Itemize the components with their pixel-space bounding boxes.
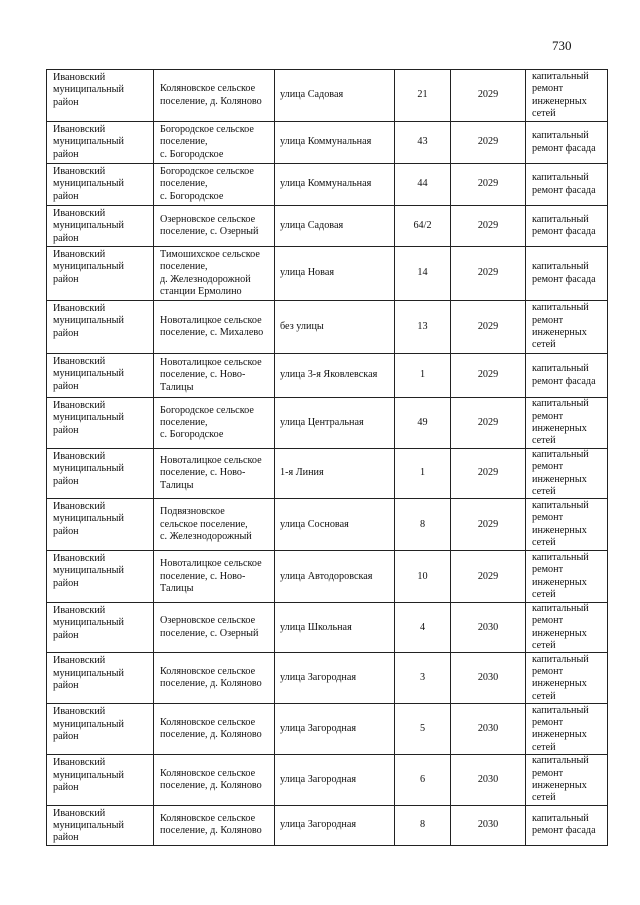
work-type-cell: капитальный ремонт фасада [526, 354, 608, 398]
district-cell: Ивановский муниципальный район [47, 164, 154, 206]
district-cell: Ивановский муниципальный район [47, 354, 154, 398]
settlement-cell: Тимошихское сельское поселение, д. Железнодорожной станции Ермолино [154, 247, 275, 301]
work-type-cell: капитальный ремонт фасада [526, 164, 608, 206]
house-number-cell: 21 [395, 70, 451, 122]
table-row [47, 164, 608, 206]
district-cell: Ивановский муниципальный район [47, 206, 154, 247]
street-cell: улица Загородная [275, 755, 395, 805]
street-cell: улица 3-я Яковлевская [275, 354, 395, 398]
district-cell: Ивановский муниципальный район [47, 603, 154, 653]
district-cell: Ивановский муниципальный район [47, 449, 154, 499]
street-cell: улица Коммунальная [275, 122, 395, 164]
house-number-cell: 64/2 [395, 206, 451, 247]
district-cell: Ивановский муниципальный район [47, 70, 154, 122]
street-cell: 1-я Линия [275, 449, 395, 499]
work-type-cell: капитальный ремонт инженерных сетей [526, 603, 608, 653]
settlement-cell: Подвязновское сельское поселение, с. Железнодорожный [154, 499, 275, 551]
table-row [47, 301, 608, 354]
district-cell: Ивановский муниципальный район [47, 398, 154, 449]
table-row [47, 122, 608, 164]
year-cell: 2030 [451, 653, 526, 704]
year-cell: 2029 [451, 206, 526, 247]
house-number-cell: 1 [395, 354, 451, 398]
district-cell: Ивановский муниципальный район [47, 499, 154, 551]
table-row [47, 398, 608, 449]
street-cell: улица Новая [275, 247, 395, 301]
house-number-cell: 13 [395, 301, 451, 354]
table-row [47, 653, 608, 704]
house-number-cell: 5 [395, 704, 451, 755]
settlement-cell: Коляновское сельское поселение, д. Коляново [154, 755, 275, 805]
street-cell: улица Загородная [275, 704, 395, 755]
house-number-cell: 8 [395, 499, 451, 551]
table-row [47, 247, 608, 301]
table-row [47, 805, 608, 845]
work-type-cell: капитальный ремонт инженерных сетей [526, 653, 608, 704]
street-cell: улица Сосновая [275, 499, 395, 551]
table-row [47, 499, 608, 551]
street-cell: улица Коммунальная [275, 164, 395, 206]
work-type-cell: капитальный ремонт инженерных сетей [526, 70, 608, 122]
work-type-cell: капитальный ремонт инженерных сетей [526, 398, 608, 449]
settlement-cell: Озерновское сельское поселение, с. Озерный [154, 206, 275, 247]
work-type-cell: капитальный ремонт фасада [526, 805, 608, 845]
year-cell: 2030 [451, 805, 526, 845]
table-row [47, 449, 608, 499]
house-number-cell: 43 [395, 122, 451, 164]
year-cell: 2029 [451, 398, 526, 449]
year-cell: 2029 [451, 449, 526, 499]
street-cell: улица Садовая [275, 70, 395, 122]
settlement-cell: Новоталицкое сельское поселение, с. Ново- Талицы [154, 551, 275, 603]
district-cell: Ивановский муниципальный район [47, 122, 154, 164]
housing-repair-table [46, 69, 608, 846]
house-number-cell: 4 [395, 603, 451, 653]
table-row [47, 70, 608, 122]
work-type-cell: капитальный ремонт фасада [526, 122, 608, 164]
settlement-cell: Новоталицкое сельское поселение, с. Ново- Талицы [154, 449, 275, 499]
table-row [47, 603, 608, 653]
settlement-cell: Новоталицкое сельское поселение, с. Михалево [154, 301, 275, 354]
work-type-cell: капитальный ремонт инженерных сетей [526, 449, 608, 499]
house-number-cell: 44 [395, 164, 451, 206]
district-cell: Ивановский муниципальный район [47, 755, 154, 805]
page-number: 730 [552, 38, 572, 53]
table-body [47, 70, 608, 846]
street-cell: улица Центральная [275, 398, 395, 449]
district-cell: Ивановский муниципальный район [47, 247, 154, 301]
settlement-cell: Коляновское сельское поселение, д. Коляново [154, 805, 275, 845]
year-cell: 2029 [451, 354, 526, 398]
house-number-cell: 6 [395, 755, 451, 805]
work-type-cell: капитальный ремонт инженерных сетей [526, 499, 608, 551]
year-cell: 2030 [451, 603, 526, 653]
house-number-cell: 10 [395, 551, 451, 603]
year-cell: 2029 [451, 301, 526, 354]
table-row [47, 551, 608, 603]
street-cell: улица Загородная [275, 653, 395, 704]
house-number-cell: 8 [395, 805, 451, 845]
year-cell: 2030 [451, 755, 526, 805]
settlement-cell: Новоталицкое сельское поселение, с. Ново- Талицы [154, 354, 275, 398]
street-cell: улица Автодоровская [275, 551, 395, 603]
table-row [47, 755, 608, 805]
table-row [47, 354, 608, 398]
house-number-cell: 1 [395, 449, 451, 499]
year-cell: 2029 [451, 247, 526, 301]
district-cell: Ивановский муниципальный район [47, 704, 154, 755]
settlement-cell: Озерновское сельское поселение, с. Озерный [154, 603, 275, 653]
year-cell: 2029 [451, 122, 526, 164]
street-cell: улица Школьная [275, 603, 395, 653]
year-cell: 2030 [451, 704, 526, 755]
settlement-cell: Коляновское сельское поселение, д. Коляново [154, 653, 275, 704]
settlement-cell: Богородское сельское поселение, с. Богородское [154, 122, 275, 164]
district-cell: Ивановский муниципальный район [47, 301, 154, 354]
district-cell: Ивановский муниципальный район [47, 551, 154, 603]
house-number-cell: 3 [395, 653, 451, 704]
district-cell: Ивановский муниципальный район [47, 805, 154, 845]
year-cell: 2029 [451, 164, 526, 206]
work-type-cell: капитальный ремонт инженерных сетей [526, 704, 608, 755]
work-type-cell: капитальный ремонт фасада [526, 247, 608, 301]
street-cell: улица Загородная [275, 805, 395, 845]
work-type-cell: капитальный ремонт фасада [526, 206, 608, 247]
table-row [47, 704, 608, 755]
settlement-cell: Коляновское сельское поселение, д. Коляново [154, 70, 275, 122]
district-cell: Ивановский муниципальный район [47, 653, 154, 704]
street-cell: без улицы [275, 301, 395, 354]
work-type-cell: капитальный ремонт инженерных сетей [526, 301, 608, 354]
work-type-cell: капитальный ремонт инженерных сетей [526, 551, 608, 603]
settlement-cell: Богородское сельское поселение, с. Богородское [154, 398, 275, 449]
settlement-cell: Богородское сельское поселение, с. Богородское [154, 164, 275, 206]
year-cell: 2029 [451, 499, 526, 551]
year-cell: 2029 [451, 70, 526, 122]
house-number-cell: 14 [395, 247, 451, 301]
street-cell: улица Садовая [275, 206, 395, 247]
work-type-cell: капитальный ремонт инженерных сетей [526, 755, 608, 805]
house-number-cell: 49 [395, 398, 451, 449]
table-row [47, 206, 608, 247]
settlement-cell: Коляновское сельское поселение, д. Коляново [154, 704, 275, 755]
year-cell: 2029 [451, 551, 526, 603]
